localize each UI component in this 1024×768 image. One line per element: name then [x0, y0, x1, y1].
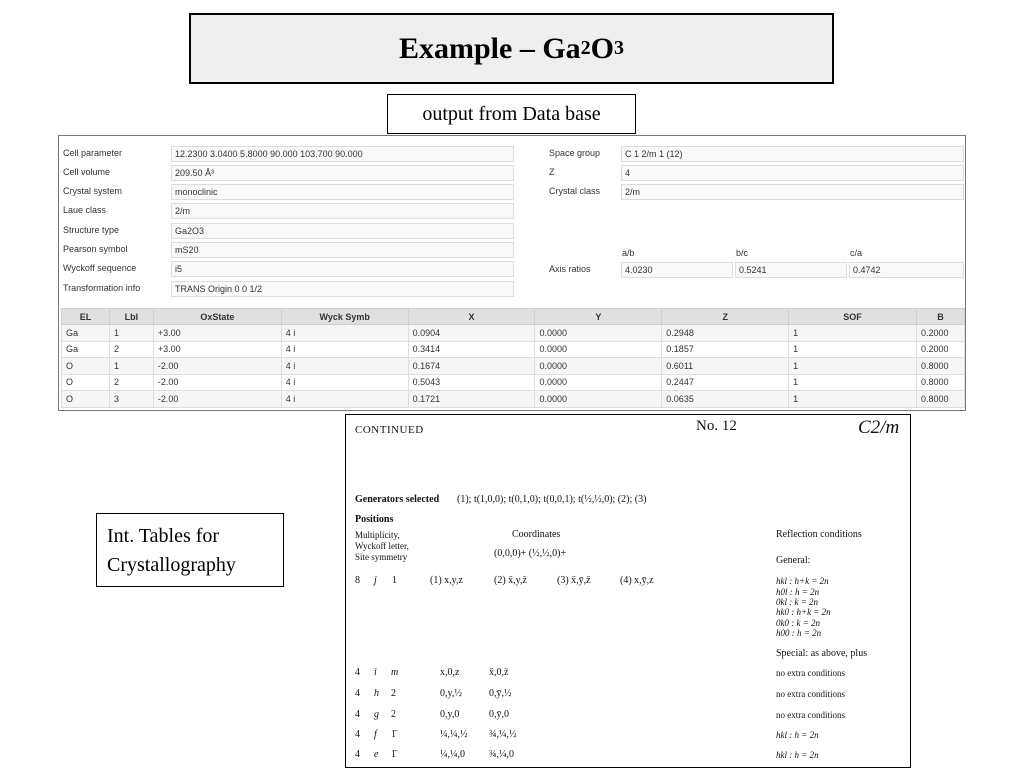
title-prefix: Example – Ga — [398, 31, 581, 65]
prop-value-laue-class: 2/m — [171, 203, 514, 219]
prop-label-transformation-info: Transformation info — [63, 283, 141, 293]
axis-ratios-label: Axis ratios — [549, 264, 591, 274]
prop-label-structure-type: Structure type — [63, 225, 120, 235]
general-multiplicity: 8 — [355, 575, 360, 586]
prop-value-structure-type: Ga2O3 — [171, 223, 514, 239]
table-cell: 0.2447 — [662, 374, 789, 391]
special-multiplicity: 4 — [355, 749, 360, 760]
table-cell: 1 — [789, 358, 917, 375]
prop-label-cell-parameter: Cell parameter — [63, 148, 123, 158]
special-site-symmetry: 2 — [391, 688, 396, 699]
table-cell: 0.8000 — [916, 391, 964, 408]
column-header[interactable]: SOF — [789, 309, 917, 325]
multiplicity-header-2: Wyckoff letter, — [355, 541, 409, 551]
general-condition: hk0 : h+k = 2n — [776, 607, 831, 617]
special-condition: no extra conditions — [776, 668, 845, 678]
special-condition: no extra conditions — [776, 710, 845, 720]
table-cell: 0.0000 — [535, 374, 662, 391]
special-site-symmetry: 2 — [391, 709, 396, 720]
special-wyckoff-letter: g — [374, 709, 379, 720]
axis-ratio-value-bc: 0.5241 — [735, 262, 847, 278]
prop-label-pearson-symbol: Pearson symbol — [63, 244, 128, 254]
column-header[interactable]: EL — [62, 309, 110, 325]
special-site-symmetry: 1̄ — [391, 729, 396, 740]
table-cell: 0.8000 — [916, 358, 964, 375]
special-coord-1: ¼,¼,0 — [440, 749, 465, 760]
table-cell: 2 — [109, 341, 153, 358]
prop-label-crystal-system: Crystal system — [63, 186, 123, 196]
column-header[interactable]: Y — [535, 309, 662, 325]
database-output-panel — [58, 135, 966, 411]
special-wyckoff-letter: h — [374, 688, 379, 699]
table-cell: O — [62, 391, 110, 408]
table-cell: 1 — [789, 374, 917, 391]
axis-ratio-header-bc: b/c — [736, 248, 749, 258]
prop-label-cell-volume: Cell volume — [63, 167, 111, 177]
table-cell: O — [62, 358, 110, 375]
general-condition: 0k0 : k = 2n — [776, 618, 821, 628]
table-cell: 4 i — [281, 325, 408, 342]
general-coord-2: (2) x̄,y,z̄ — [494, 575, 527, 586]
table-cell: 4 i — [281, 358, 408, 375]
special-condition: hkl : h = 2n — [776, 730, 819, 740]
reflection-conditions-header: Reflection conditions — [776, 529, 862, 540]
prop-label-space-group: Space group — [549, 148, 601, 158]
prop-value-crystal-class: 2/m — [621, 184, 964, 200]
table-cell: 0.0000 — [535, 358, 662, 375]
general-condition: 0kl : k = 2n — [776, 597, 819, 607]
general-label: General: — [776, 555, 811, 566]
column-header[interactable]: Lbl — [109, 309, 153, 325]
table-cell: 1 — [789, 325, 917, 342]
special-wyckoff-letter: e — [374, 749, 379, 760]
multiplicity-header-1: Multiplicity, — [355, 530, 400, 540]
axis-ratio-value-ca: 0.4742 — [849, 262, 964, 278]
special-site-symmetry: m — [391, 667, 399, 678]
int-tables-caption-line-1: Int. Tables for — [107, 525, 220, 547]
column-header[interactable]: B — [916, 309, 964, 325]
general-wyckoff-letter: j — [374, 575, 377, 586]
prop-value-pearson-symbol: mS20 — [171, 242, 514, 258]
special-multiplicity: 4 — [355, 667, 360, 678]
special-coord-1: ¼,¼,½ — [440, 729, 468, 740]
prop-label-z: Z — [549, 167, 555, 177]
space-group-symbol: C2/m — [858, 417, 900, 438]
axis-ratio-header-ca: c/a — [850, 248, 863, 258]
centering-translations: (0,0,0)+ (½,½,0)+ — [494, 548, 567, 559]
table-cell: 4 i — [281, 341, 408, 358]
special-multiplicity: 4 — [355, 729, 360, 740]
database-output-caption: output from Data base — [387, 94, 636, 134]
table-cell: +3.00 — [153, 341, 281, 358]
special-coord-2: ¾,¼,½ — [489, 729, 517, 740]
space-group-number: No. 12 — [696, 418, 737, 434]
table-cell: 0.2000 — [916, 341, 964, 358]
column-header[interactable]: Z — [662, 309, 789, 325]
special-condition: hkl : h = 2n — [776, 750, 819, 760]
title-mid: O — [590, 31, 614, 65]
prop-value-space-group: C 1 2/m 1 (12) — [621, 146, 964, 162]
prop-value-z: 4 — [621, 165, 964, 181]
table-cell: 0.3414 — [408, 341, 535, 358]
special-multiplicity: 4 — [355, 709, 360, 720]
special-coord-2: 0,ȳ,0 — [489, 709, 509, 720]
prop-label-laue-class: Laue class — [63, 205, 107, 215]
multiplicity-header-3: Site symmetry — [355, 552, 408, 562]
special-wyckoff-letter: i — [374, 667, 377, 678]
general-condition: h0l : h = 2n — [776, 587, 820, 597]
prop-value-crystal-system: monoclinic — [171, 184, 514, 200]
special-condition: no extra conditions — [776, 689, 845, 699]
table-cell: O — [62, 374, 110, 391]
special-coord-1: x,0,z — [440, 667, 460, 678]
special-coord-1: 0,y,½ — [440, 688, 462, 699]
prop-value-cell-parameter: 12.2300 3.0400 5.8000 90.000 103.700 90.000 — [171, 146, 514, 162]
table-cell: 0.5043 — [408, 374, 535, 391]
slide-title — [189, 13, 834, 84]
general-coord-3: (3) x̄,ȳ,z̄ — [557, 575, 591, 586]
table-cell: 0.0635 — [662, 391, 789, 408]
special-coord-2: 0,ȳ,½ — [489, 688, 512, 699]
table-cell: 2 — [109, 374, 153, 391]
table-cell: 0.1857 — [662, 341, 789, 358]
table-cell: 1 — [789, 341, 917, 358]
table-cell: 0.2948 — [662, 325, 789, 342]
title-sub-2: 3 — [614, 37, 624, 59]
positions-label: Positions — [355, 514, 394, 525]
table-cell: 1 — [789, 391, 917, 408]
table-cell: 0.8000 — [916, 374, 964, 391]
table-cell: -2.00 — [153, 358, 281, 375]
table-cell: 1 — [109, 325, 153, 342]
table-cell: 0.1674 — [408, 358, 535, 375]
table-cell: Ga — [62, 341, 110, 358]
table-row[interactable] — [62, 358, 965, 375]
table-cell: 1 — [109, 358, 153, 375]
generators-list: (1); t(1,0,0); t(0,1,0); t(0,0,1); t(½,½,0); (2); (3) — [457, 494, 647, 505]
table-row[interactable] — [62, 341, 965, 358]
prop-value-cell-volume: 209.50 Å³ — [171, 165, 514, 181]
int-tables-caption — [96, 513, 284, 587]
table-row[interactable] — [62, 325, 965, 342]
table-cell: 0.0904 — [408, 325, 535, 342]
prop-value-transformation-info: TRANS Origin 0 0 1/2 — [171, 281, 514, 297]
table-header-row — [62, 309, 965, 325]
column-header[interactable]: X — [408, 309, 535, 325]
special-wyckoff-letter: f — [374, 729, 377, 740]
table-cell: -2.00 — [153, 391, 281, 408]
prop-label-crystal-class: Crystal class — [549, 186, 601, 196]
table-cell: 0.1721 — [408, 391, 535, 408]
table-cell: Ga — [62, 325, 110, 342]
table-cell: -2.00 — [153, 374, 281, 391]
special-label: Special: as above, plus — [776, 648, 868, 659]
title-sub-1: 2 — [580, 37, 591, 59]
coordinates-header: Coordinates — [512, 529, 561, 540]
int-tables-excerpt — [345, 414, 911, 768]
special-coord-2: ¾,¼,0 — [489, 749, 514, 760]
table-cell: 0.2000 — [916, 325, 964, 342]
table-cell: 3 — [109, 391, 153, 408]
axis-ratio-value-ab: 4.0230 — [621, 262, 733, 278]
table-row[interactable] — [62, 374, 965, 391]
prop-label-wyckoff-sequence: Wyckoff sequence — [63, 263, 137, 273]
general-condition: hkl : h+k = 2n — [776, 576, 829, 586]
table-row[interactable] — [62, 391, 965, 408]
int-tables-caption-line-2: Crystallography — [107, 554, 236, 576]
column-header[interactable]: Wyck Symb — [281, 309, 408, 325]
table-cell: 0.6011 — [662, 358, 789, 375]
table-cell: 0.0000 — [535, 325, 662, 342]
special-site-symmetry: 1̄ — [391, 749, 396, 760]
special-coord-1: 0,y,0 — [440, 709, 460, 720]
general-coord-1: (1) x,y,z — [430, 575, 463, 586]
prop-value-wyckoff-sequence: i5 — [171, 261, 514, 277]
general-condition: h00 : h = 2n — [776, 628, 822, 638]
axis-ratio-header-ab: a/b — [622, 248, 635, 258]
table-cell: +3.00 — [153, 325, 281, 342]
general-coord-4: (4) x,ȳ,z — [620, 575, 654, 586]
table-cell: 0.0000 — [535, 391, 662, 408]
column-header[interactable]: OxState — [153, 309, 281, 325]
special-coord-2: x̄,0,z̄ — [489, 667, 509, 678]
table-cell: 0.0000 — [535, 341, 662, 358]
table-cell: 4 i — [281, 374, 408, 391]
generators-label: Generators selected — [355, 494, 440, 505]
atom-positions-table — [61, 308, 965, 408]
special-multiplicity: 4 — [355, 688, 360, 699]
continued-label: CONTINUED — [355, 424, 424, 436]
table-cell: 4 i — [281, 391, 408, 408]
general-site-symmetry: 1 — [392, 575, 397, 586]
